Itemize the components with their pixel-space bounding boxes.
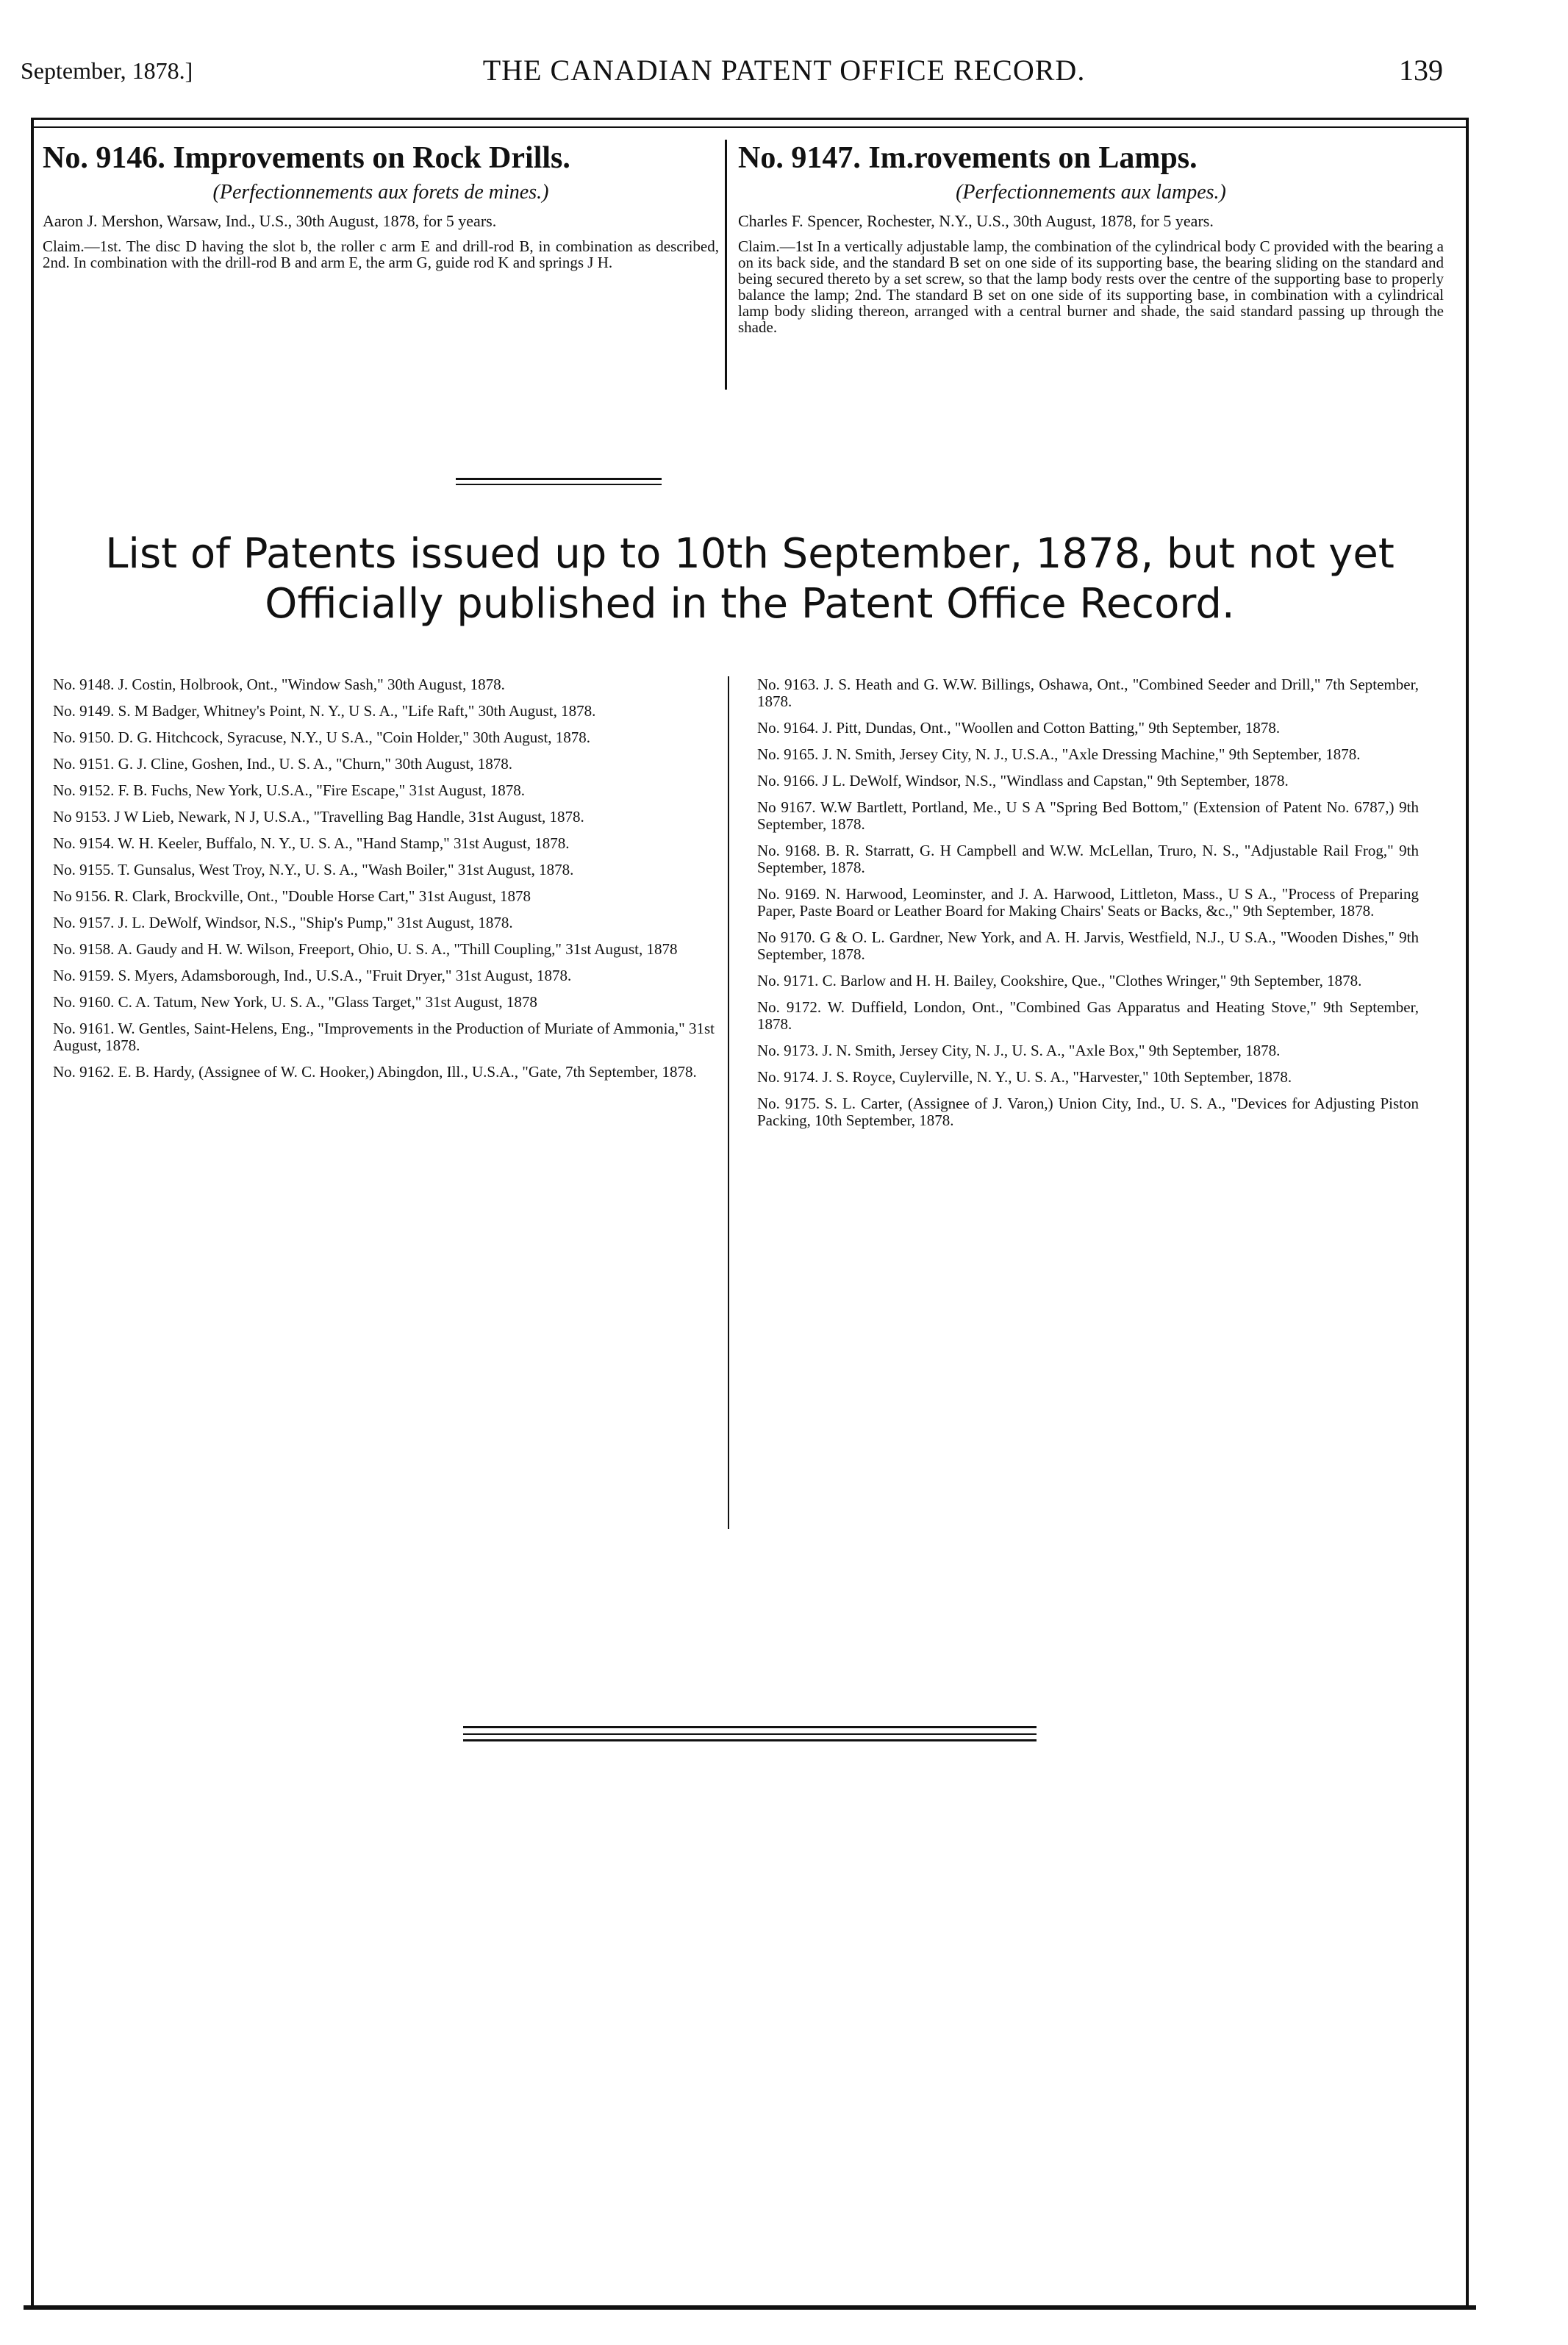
list-item: No. 9165. J. N. Smith, Jersey City, N. J., U.S.A., "Axle Dressing Machine," 9th September, 1878. xyxy=(757,745,1361,763)
list-item: No. 9168. B. R. Starratt, G. H Campbell and W.W. McLellan, Truro, N. S., "Adjustable Rail Frog," 9th September, 1878. xyxy=(757,842,1419,876)
list-item: No. 9150. D. G. Hitchcock, Syracuse, N.Y., U S.A., "Coin Holder," 30th August, 1878. xyxy=(53,728,591,746)
list-item: No. 9148. J. Costin, Holbrook, Ont., "Window Sash," 30th August, 1878. xyxy=(53,676,505,693)
list-item: No. 9163. J. S. Heath and G. W.W. Billings, Oshawa, Ont., "Combined Seeder and Drill," 7th September, 1878. xyxy=(757,676,1419,710)
list-item: No. 9149. S. M Badger, Whitney's Point, N. Y., U S. A., "Life Raft," 30th August, 1878. xyxy=(53,702,596,720)
article-claim: Claim.—1st In a vertically adjustable lamp, the combination of the cylindrical body C provided with the bearing a on its back side, and the standard B set on one side of its supporting base, the bearing sliding on the standard and being secured thereto by a set screw, so that the lamp body rests over the centre of the supporting base to properly balance the lamp; 2nd. The standard B set on one side of its supporting base, in combination with a cylindrical lamp body sliding thereon, arranged with a central burner and shade, the said standard passing up through the shade. xyxy=(738,237,1444,336)
patent-list-left xyxy=(53,676,715,1090)
list-item: No. 9161. W. Gentles, Saint-Helens, Eng., "Improvements in the Production of Muriate of Ammonia," 31st August, 1878. xyxy=(53,1020,715,1054)
section-title xyxy=(44,529,1456,629)
column-divider xyxy=(725,140,727,390)
section-title-line1: List of Patents issued up to 10th September, 1878, but not yet xyxy=(105,530,1395,578)
page-number: 139 xyxy=(1399,54,1443,87)
list-item: No 9153. J W Lieb, Newark, N J, U.S.A., "Travelling Bag Handle, 31st August, 1878. xyxy=(53,808,584,826)
list-item: No. 9157. J. L. DeWolf, Windsor, N.S., "Ship's Pump," 31st August, 1878. xyxy=(53,914,513,931)
closing-rule xyxy=(463,1733,1037,1735)
page-frame xyxy=(31,118,1469,2308)
list-item: No 9170. G & O. L. Gardner, New York, and A. H. Jarvis, Westfield, N.J., U S.A., "Wooden Dishes," 9th September, 1878. xyxy=(757,928,1419,963)
list-item: No. 9169. N. Harwood, Leominster, and J. A. Harwood, Littleton, Mass., U S A., "Process of Preparing Paper, Paste Board or Leather Board for Making Chairs' Seats or Backs, &c.," 9th September, 1878. xyxy=(757,885,1419,920)
list-item: No. 9174. J. S. Royce, Cuylerville, N. Y., U. S. A., "Harvester," 10th September, 1878. xyxy=(757,1068,1292,1086)
article-rock-drills xyxy=(43,140,719,271)
running-head-title: THE CANADIAN PATENT OFFICE RECORD. xyxy=(482,54,1086,87)
article-heading: No. 9147. Im.rovements on Lamps. xyxy=(738,141,1198,175)
list-item: No. 9162. E. B. Hardy, (Assignee of W. C. Hooker,) Abingdon, Ill., U.S.A., "Gate, 7th September, 1878. xyxy=(53,1063,697,1081)
list-item: No. 9159. S. Myers, Adamsborough, Ind., U.S.A., "Fruit Dryer," 31st August, 1878. xyxy=(53,967,572,984)
list-item: No 9156. R. Clark, Brockville, Ont., "Double Horse Cart," 31st August, 1878 xyxy=(53,887,531,905)
list-item: No. 9160. C. A. Tatum, New York, U. S. A., "Glass Target," 31st August, 1878 xyxy=(53,993,537,1011)
list-item: No. 9175. S. L. Carter, (Assignee of J. Varon,) Union City, Ind., U. S. A., "Devices for Adjusting Piston Packing, 10th September, 1878. xyxy=(757,1095,1419,1129)
list-column-divider xyxy=(728,676,729,1529)
closing-rule xyxy=(463,1739,1037,1741)
article-claim: Claim.—1st. The disc D having the slot b, the roller c arm E and drill-rod B, in combination as described, 2nd. In combination with the drill-rod B and arm E, the arm G, guide rod K and springs J H. xyxy=(43,237,719,271)
separator-rule xyxy=(456,484,662,485)
list-item: No. 9172. W. Duffield, London, Ont., "Combined Gas Apparatus and Heating Stove," 9th September, 1878. xyxy=(757,998,1419,1033)
closing-rule xyxy=(463,1726,1037,1728)
list-item: No. 9173. J. N. Smith, Jersey City, N. J., U. S. A., "Axle Box," 9th September, 1878. xyxy=(757,1042,1281,1059)
list-item: No. 9166. J L. DeWolf, Windsor, N.S., "Windlass and Capstan," 9th September, 1878. xyxy=(757,772,1289,790)
list-item: No. 9155. T. Gunsalus, West Troy, N.Y., U. S. A., "Wash Boiler," 31st August, 1878. xyxy=(53,861,574,878)
article-subheading: (Perfectionnements aux forets de mines.) xyxy=(212,181,549,204)
frame-top-rule xyxy=(31,126,1469,128)
section-title-line2: Officially published in the Patent Office Record. xyxy=(265,580,1235,628)
frame-bottom-rule xyxy=(24,2305,1476,2310)
article-heading: No. 9146. Improvements on Rock Drills. xyxy=(43,141,570,175)
separator-rule xyxy=(456,478,662,480)
list-item: No. 9171. C. Barlow and H. H. Bailey, Cookshire, Que., "Clothes Wringer," 9th September, 1878. xyxy=(757,972,1362,989)
article-inventor: Charles F. Spencer, Rochester, N.Y., U.S., 30th August, 1878, for 5 years. xyxy=(738,212,1214,230)
article-inventor: Aaron J. Mershon, Warsaw, Ind., U.S., 30th August, 1878, for 5 years. xyxy=(43,212,497,230)
list-item: No. 9151. G. J. Cline, Goshen, Ind., U. S. A., "Churn," 30th August, 1878. xyxy=(53,755,512,773)
list-item: No. 9152. F. B. Fuchs, New York, U.S.A., "Fire Escape," 31st August, 1878. xyxy=(53,781,525,799)
list-item: No. 9158. A. Gaudy and H. W. Wilson, Freeport, Ohio, U. S. A., "Thill Coupling," 31st August, 1878 xyxy=(53,940,678,958)
list-item: No. 9154. W. H. Keeler, Buffalo, N. Y., U. S. A., "Hand Stamp," 31st August, 1878. xyxy=(53,834,570,852)
patent-list-right xyxy=(757,676,1419,1139)
running-head-date: September, 1878.] xyxy=(21,57,193,84)
article-lamps xyxy=(738,140,1444,335)
article-subheading: (Perfectionnements aux lampes.) xyxy=(956,181,1226,204)
list-item: No. 9164. J. Pitt, Dundas, Ont., "Woollen and Cotton Batting," 9th September, 1878. xyxy=(757,719,1281,737)
list-item: No 9167. W.W Bartlett, Portland, Me., U S A "Spring Bed Bottom," (Extension of Patent No. 6787,) 9th September, 1878. xyxy=(757,798,1419,833)
